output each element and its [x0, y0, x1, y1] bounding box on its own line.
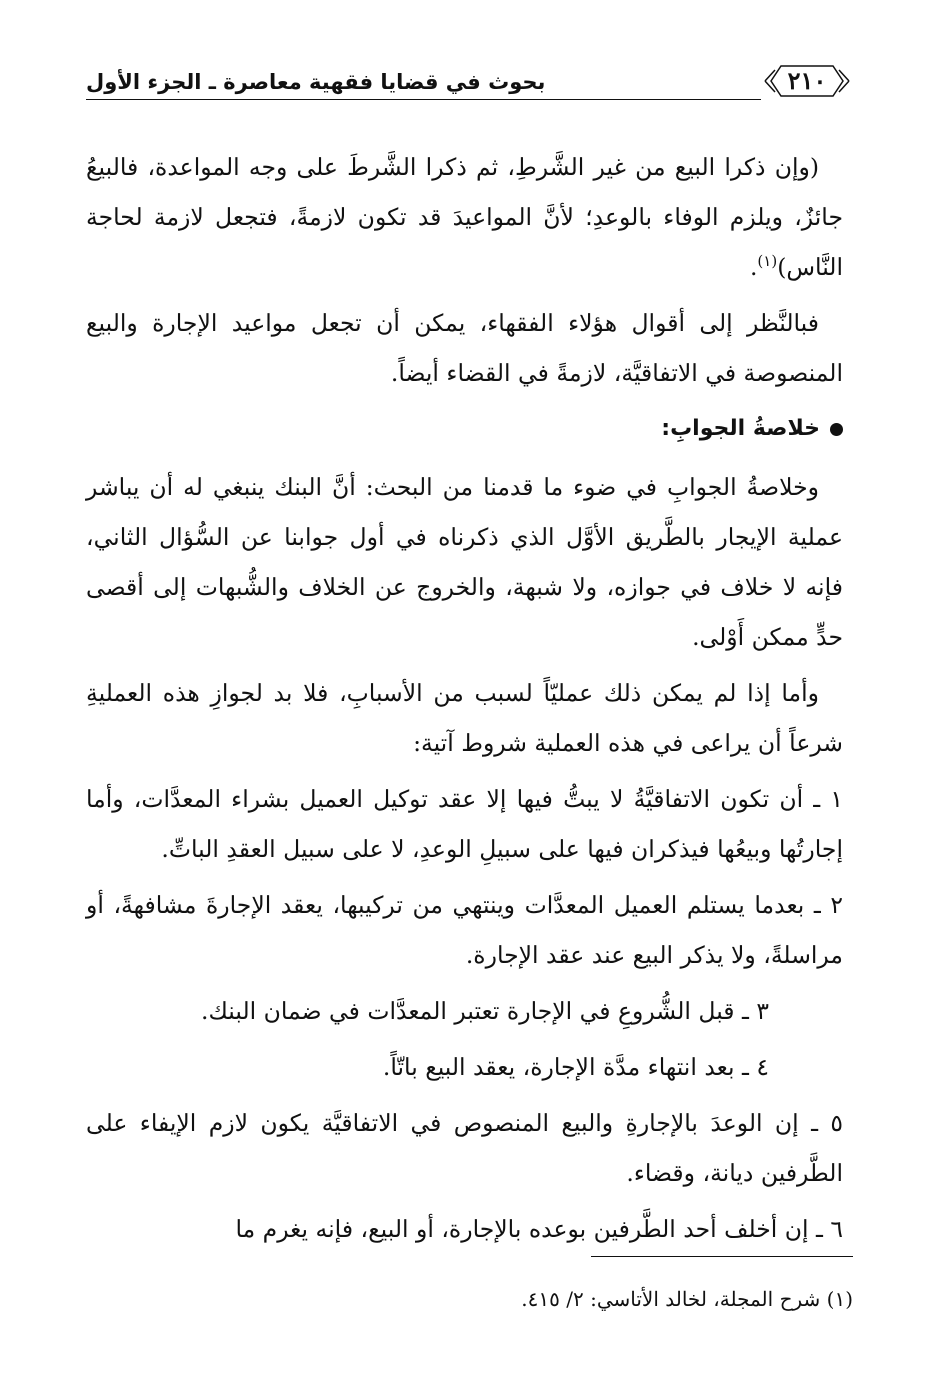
condition-item-4: ٤ ـ بعد انتهاء مدَّة الإجارة، يعقد البيع باتّاً. [382, 1053, 769, 1081]
paragraph-conclusion-from-jurists: فبالنَّظر إلى أقوال هؤلاء الفقهاء، يمكن أن تجعل مواعيد الإجارة والبيع المنصوصة في الاتفاقيَّة، لازمةً في القضاء أيضاً. [86, 309, 843, 387]
footnote: (١) شرح المجلة، لخالد الأتاسي: ٢/ ٤١٥. [521, 1287, 853, 1311]
footnote-divider [591, 1256, 853, 1257]
running-header [86, 62, 853, 106]
running-title: بحوث في قضايا فقهية معاصرة ـ الجزء الأول [86, 70, 546, 94]
condition-item-2: ٢ ـ بعدما يستلم العميل المعدَّات وينتهي من تركيبها، يعقد الإجارةَ مشافهةً، أو مراسلةً، ولا يذكر البيع عند عقد الإجارة. [86, 891, 843, 969]
section-heading-text: خلاصةُ الجوابِ: [661, 416, 820, 441]
section-heading [86, 404, 843, 454]
paragraph-conditions-intro: وأما إذا لم يمكن ذلك عمليّاً لسبب من الأسبابِ، فلا بد لجوازِ هذه العمليةِ شرعاً أن يراعى في هذه العملية شروط آتية: [86, 679, 843, 757]
condition-item-3: ٣ ـ قبل الشُّروعِ في الإجارة تعتبر المعدَّات في ضمان البنك. [201, 997, 769, 1025]
bullet-icon [830, 423, 843, 436]
footnote-reference: (١) [757, 252, 778, 271]
page-number-frame [761, 62, 853, 100]
paragraph-summary: وخلاصةُ الجوابِ في ضوء ما قدمنا من البحث: أنَّ البنك ينبغي له أن يباشر عملية الإيجار بالطَّريق الأوَّل الذي ذكرناه في أول جوابنا عن السُّؤال الثاني، فإنه لا خلاف في جوازه، ولا شبهة، والخروج عن الخلاف والشُّبهات إلى أقصى حدٍّ ممكن أَوْلى. [86, 473, 843, 651]
paragraph-quote [86, 142, 843, 292]
condition-item-1: ١ ـ أن تكون الاتفاقيَّةُ لا يبتُّ فيها إلا عقد توكيل العميل بشراء المعدَّات، وأما إجارتُها وبيعُها فيذكران فيها على سبيلِ الوعدِ، لا على سبيل العقدِ الباتِّ. [86, 785, 843, 863]
quote-end: . [749, 253, 758, 281]
condition-item-5: ٥ ـ إن الوعدَ بالإجارةِ والبيع المنصوص في الاتفاقيَّة يكون لازم الإيفاء على الطَّرفين ديانة، وقضاء. [86, 1109, 843, 1187]
condition-item-6: ٦ ـ إن أخلف أحد الطَّرفين بوعده بالإجارة، أو البيع، فإنه يغرم ما [235, 1215, 843, 1243]
header-divider [86, 99, 761, 100]
page-number: ٢١٠ [787, 66, 827, 95]
quote-text: (وإن ذكرا البيع من غير الشَّرطِ، ثم ذكرا الشَّرطَ على وجه المواعدة، فالبيعُ جائزٌ، ويلزم الوفاء بالوعدِ؛ لأنَّ المواعيدَ قد تكون لازمةً، فتجعل لازمة لحاجة النَّاس) [86, 153, 843, 281]
page-body [86, 142, 843, 1260]
